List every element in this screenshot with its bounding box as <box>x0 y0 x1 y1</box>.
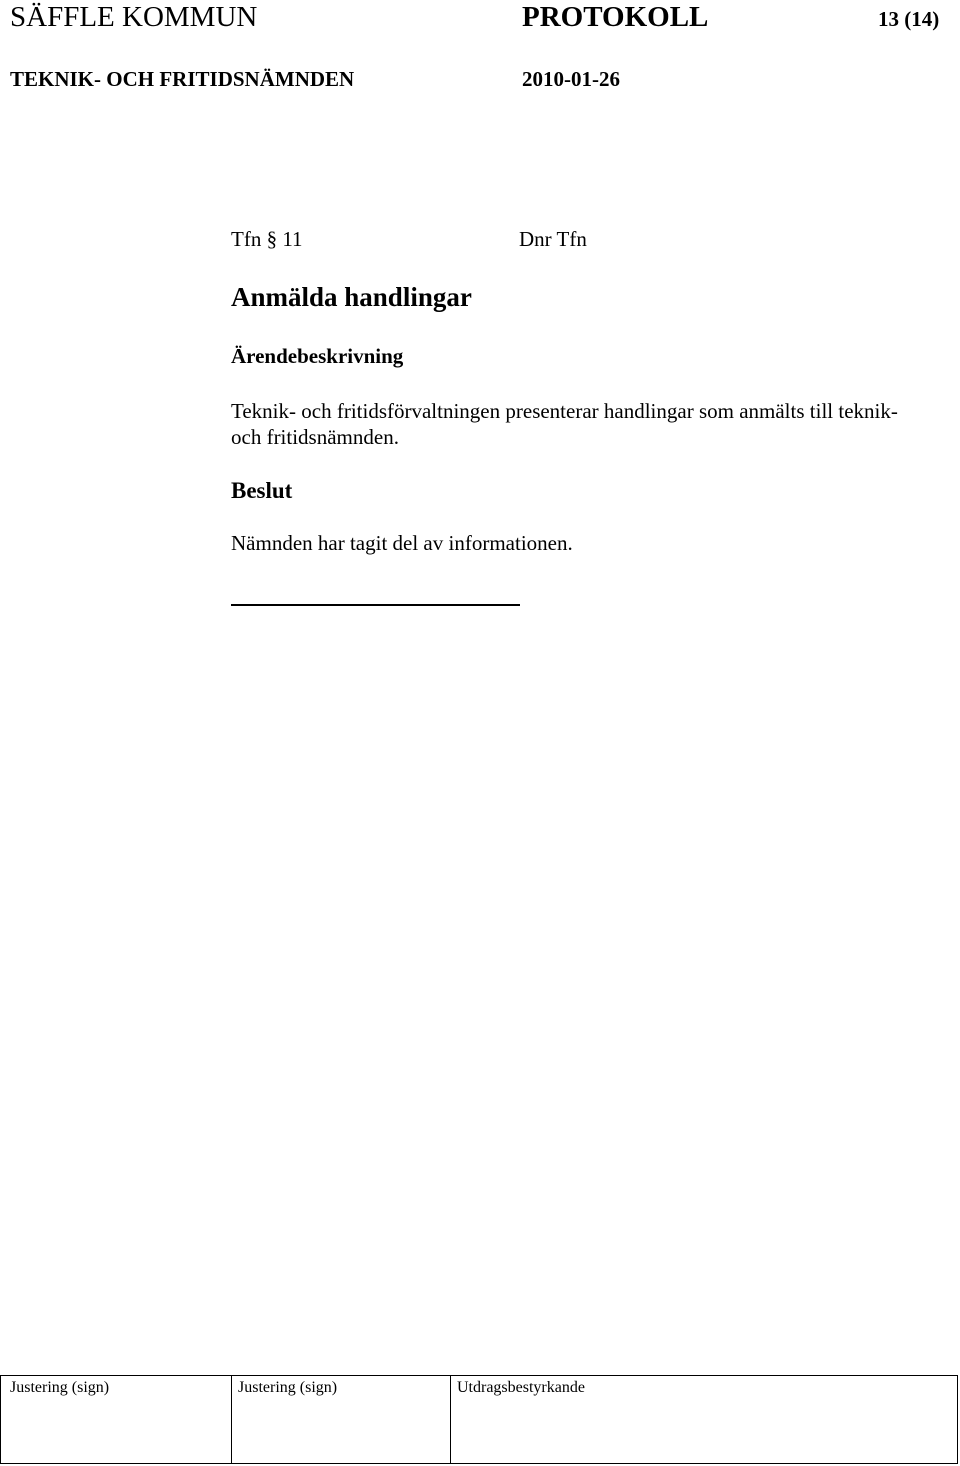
decision-text: Nämnden har tagit del av informationen. <box>231 531 573 555</box>
page-number: 13 (14) <box>878 7 940 31</box>
meeting-date: 2010-01-26 <box>522 67 620 91</box>
item-title: Anmälda handlingar <box>231 282 472 312</box>
signature-table <box>0 1375 958 1464</box>
section-end-rule <box>231 604 520 606</box>
municipality-name: SÄFFLE KOMMUN <box>10 1 258 33</box>
decision-heading: Beslut <box>231 478 293 503</box>
paragraph-reference: Tfn § 11 <box>231 227 303 251</box>
signature-cell-justering-2: Justering (sign) <box>232 1376 451 1463</box>
signature-cell-justering-1: Justering (sign) <box>1 1376 232 1463</box>
description-heading: Ärendebeskrivning <box>231 344 404 368</box>
signature-cell-utdragsbestyrkande: Utdragsbestyrkande <box>457 1379 585 1396</box>
board-name: TEKNIK- OCH FRITIDSNÄMNDEN <box>10 67 355 91</box>
description-text: Teknik- och fritidsförvaltningen presenterar handlingar som anmälts till teknik- och fritidsnämnden. <box>231 399 898 449</box>
diary-number: Dnr Tfn <box>519 227 587 251</box>
document-type: PROTOKOLL <box>522 1 709 33</box>
